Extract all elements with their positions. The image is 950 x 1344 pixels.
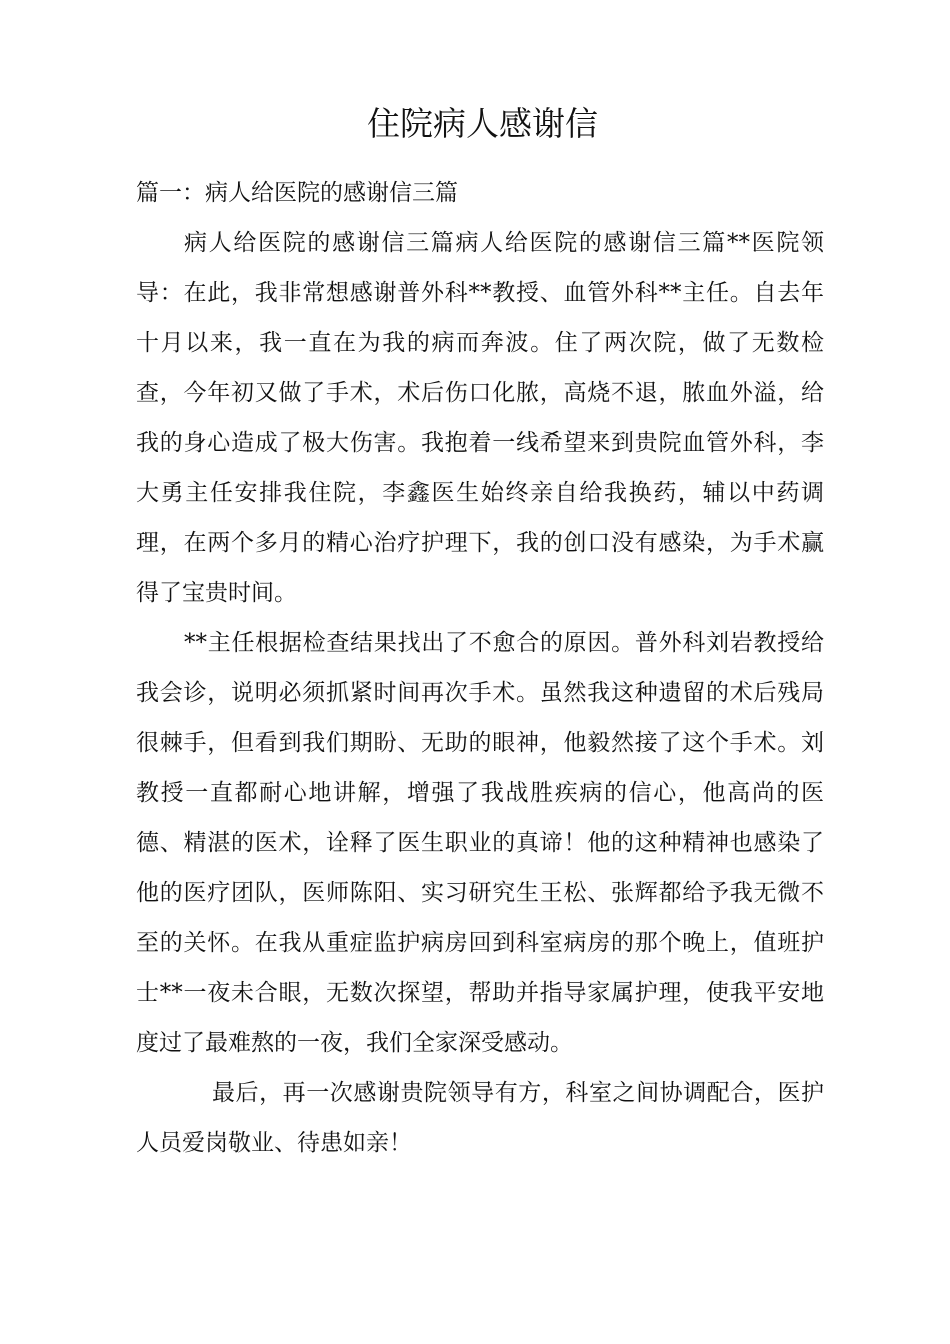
- section-heading: 篇一：病人给医院的感谢信三篇: [136, 180, 458, 206]
- document-title: 住院病人感谢信: [367, 104, 598, 143]
- paragraph-2: **主任根据检查结果找出了不愈合的原因。普外科刘岩教授给我会诊，说明必须抓紧时间再次手术。虽然我这种遗留的术后残局很棘手，但看到我们期盼、无助的眼神，他毅然接了这个手术。刘教授一直都耐心地讲解，增强了我战胜疾病的信心，他高尚的医德、精湛的医术，诠释了医生职业的真谛！他的这种精神也感染了他的医疗团队，医师陈阳、实习研究生王松、张辉都给予我无微不至的关怀。在我从重症监护病房回到科室病房的那个晚上，值班护士**一夜未合眼，无数次探望，帮助并指导家属护理，使我平安地度过了最难熬的一夜，我们全家深受感动。: [136, 630, 824, 1056]
- paragraph-3: 最后，再一次感谢贵院领导有方，科室之间协调配合，医护人员爱岗敬业、待患如亲！: [136, 1080, 824, 1156]
- paragraph-1: 病人给医院的感谢信三篇病人给医院的感谢信三篇**医院领导：在此，我非常想感谢普外科**教授、血管外科**主任。自去年十月以来，我一直在为我的病而奔波。住了两次院，做了无数检查，今年初又做了手术，术后伤口化脓，高烧不退，脓血外溢，给我的身心造成了极大伤害。我抱着一线希望来到贵院血管外科，李大勇主任安排我住院，李鑫医生始终亲自给我换药，辅以中药调理，在两个多月的精心治疗护理下，我的创口没有感染，为手术赢得了宝贵时间。: [136, 230, 824, 606]
- document-body: [136, 168, 824, 1168]
